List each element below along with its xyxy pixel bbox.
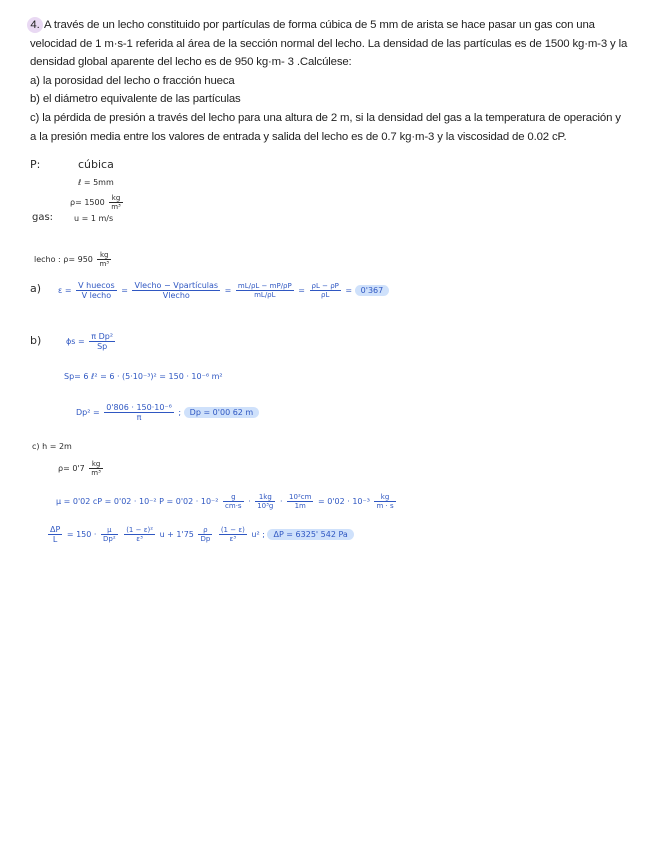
c-mu: μ = 0'02 cP = 0'02 · 10⁻² P = 0'02 · 10⁻² bbox=[56, 497, 219, 506]
c-mu-frac-1 bbox=[223, 493, 244, 510]
lecho-unit bbox=[97, 251, 111, 268]
c-u-plus: u + 1'75 bbox=[159, 530, 194, 539]
problem-number: 4. bbox=[27, 17, 43, 33]
p-unit-den: m³ bbox=[111, 203, 121, 211]
a-eq-2: = bbox=[224, 286, 232, 295]
lecho-density bbox=[34, 251, 113, 268]
c-height bbox=[32, 442, 72, 451]
c-label: c) bbox=[32, 442, 40, 451]
a-label: a) bbox=[30, 282, 42, 295]
a-rho-diff: ρL − ρP bbox=[311, 282, 339, 290]
b-result: Dp = 0'00 62 m bbox=[184, 407, 260, 418]
b-phi: ϕs = bbox=[66, 337, 85, 346]
c-g: g bbox=[223, 493, 244, 502]
b-pi: π bbox=[136, 413, 142, 422]
c-mu-res: = 0'02 · 10⁻³ bbox=[317, 497, 370, 506]
a-eq-1: = bbox=[121, 286, 128, 295]
c-1e: (1 − ε) bbox=[220, 526, 245, 534]
a-frac-3 bbox=[236, 282, 294, 299]
a-ml-pl: mL/ρL bbox=[237, 282, 260, 290]
b-sp: Sp bbox=[97, 342, 108, 351]
c-mu-frac-4 bbox=[374, 493, 395, 510]
c-mu-frac-3 bbox=[287, 493, 313, 510]
a-vlecho: V lecho bbox=[81, 291, 112, 300]
b-dp-frac bbox=[104, 403, 174, 422]
a-eps: ε = bbox=[58, 286, 72, 295]
a-frac-2 bbox=[132, 281, 220, 300]
c-eps-frac-1 bbox=[124, 526, 155, 543]
lecho-unit-num: kg bbox=[97, 251, 111, 260]
c-kg: kg bbox=[374, 493, 395, 502]
p-density bbox=[70, 194, 125, 211]
p-unit-num: kg bbox=[109, 194, 123, 203]
c-u2: u² bbox=[251, 530, 260, 539]
a-frac-1 bbox=[76, 281, 117, 300]
a-ml-pl2: mL/ρL bbox=[254, 291, 276, 299]
c-ergun bbox=[46, 525, 354, 544]
c-150: = 150 · bbox=[66, 530, 97, 539]
c-result: ΔP = 6325' 542 Pa bbox=[267, 529, 353, 540]
b-frac bbox=[89, 332, 115, 351]
p-shape: cúbica bbox=[78, 158, 114, 171]
p-rho: ρ= 1500 bbox=[70, 198, 105, 207]
lecho-label: lecho : bbox=[34, 255, 61, 264]
c-dp: ΔP bbox=[50, 525, 61, 534]
p-label: P: bbox=[30, 158, 41, 171]
item-b: b) el diámetro equivalente de las partículas bbox=[30, 93, 241, 106]
b-sep: ; bbox=[178, 408, 182, 417]
a-vdiff: Vlecho − Vpartículas bbox=[134, 281, 219, 290]
c-rho-unit bbox=[89, 460, 103, 477]
c-1kg: 1kg bbox=[255, 493, 275, 502]
c-1e2: (1 − ε)² bbox=[126, 526, 154, 534]
lecho-rho: ρ= 950 bbox=[63, 255, 93, 264]
a-rho-l: ρL bbox=[321, 291, 330, 299]
c-mu-sym: μ bbox=[101, 526, 118, 535]
a-eq-3: = bbox=[298, 286, 305, 295]
c-sep: ; bbox=[262, 530, 265, 539]
item-a: a) la porosidad del lecho o fracción hueca bbox=[30, 74, 235, 87]
a-result: 0'367 bbox=[355, 285, 390, 296]
c-mu-frac-2 bbox=[255, 493, 275, 510]
a-frac-4 bbox=[310, 282, 341, 299]
problem-statement bbox=[30, 16, 630, 146]
c-dp-l bbox=[48, 525, 62, 544]
b-dp-calc bbox=[76, 403, 259, 422]
item-c: c) la pérdida de presión a través del lecho para una altura de 2 m, si la densidad del gas a la temperatura de operación y a la presión media entre los valores de entrada y salida del lecho es de 0.7 kg·m-3 y la viscosidad de 0.02 cP. bbox=[30, 111, 621, 143]
a-vhuecos: V huecos bbox=[78, 281, 115, 290]
a-equation bbox=[58, 281, 389, 300]
c-e3: ε³ bbox=[136, 535, 143, 543]
c-dp-sym: Dp bbox=[200, 535, 211, 543]
b-pi-dp2: π Dp² bbox=[91, 332, 114, 341]
b-dp2: Dp² = bbox=[76, 408, 100, 417]
c-mu-dp2 bbox=[101, 526, 118, 543]
c-dp2: Dp² bbox=[103, 535, 116, 543]
c-viscosity bbox=[56, 493, 398, 510]
c-density bbox=[58, 460, 105, 477]
b-sp-calc: Sp= 6 ℓ² = 6 · (5·10⁻³)² = 150 · 10⁻⁶ m² bbox=[64, 372, 223, 381]
gas-label: gas: bbox=[32, 212, 54, 223]
c-l: L bbox=[52, 535, 58, 544]
c-100cm: 10²cm bbox=[289, 493, 312, 501]
c-rho-sym: ρ bbox=[198, 526, 212, 535]
c-rho-dp bbox=[198, 526, 212, 543]
problem-text: A través de un lecho constituido por partículas de forma cúbica de 5 mm de arista se hace pasar un gas con una velocidad de 1 m·s-1 referida al área de la sección normal del lecho. La densidad de las partículas es de 1500 kg·m-3 y la densidad global aparente del lecho es de 950 kg·m- 3 .Calcúlese: bbox=[30, 19, 628, 69]
c-1m: 1m bbox=[294, 502, 306, 510]
c-rho: ρ= 0'7 bbox=[58, 464, 85, 473]
c-rho-unit-den: m³ bbox=[91, 469, 101, 477]
c-rho-unit-num: kg bbox=[89, 460, 103, 469]
p-unit bbox=[109, 194, 123, 211]
c-e3b: ε³ bbox=[229, 535, 237, 543]
p-edge: ℓ = 5mm bbox=[78, 178, 114, 187]
a-eq-4: = bbox=[345, 286, 353, 295]
a-vlecho2: Vlecho bbox=[162, 291, 190, 300]
problem-intro bbox=[30, 16, 630, 72]
c-ms: m · s bbox=[376, 502, 394, 510]
c-10g: 10³g bbox=[257, 502, 274, 510]
a-mp-p: mP/ρP bbox=[269, 282, 292, 290]
c-h: h = 2m bbox=[42, 442, 72, 451]
c-dot-1: · bbox=[248, 497, 251, 506]
b-dp2-num: 0'806 · 150·10⁻⁶ bbox=[106, 403, 172, 412]
c-cms: cm·s bbox=[225, 502, 242, 510]
c-eps-frac-2 bbox=[219, 526, 247, 543]
b-label: b) bbox=[30, 334, 42, 347]
lecho-unit-den: m³ bbox=[99, 260, 110, 268]
b-sphericity bbox=[66, 332, 117, 351]
a-frac-3-num: mL/ρL − mP/ρP bbox=[237, 282, 292, 290]
c-dot-2: · bbox=[279, 497, 283, 506]
gas-velocity: u = 1 m/s bbox=[74, 214, 114, 223]
